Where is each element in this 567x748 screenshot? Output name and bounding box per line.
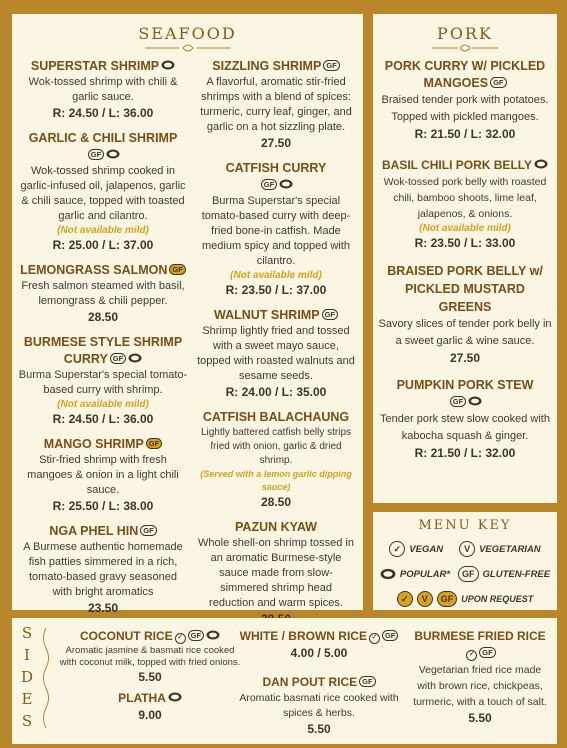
- sides-column-3: [410, 628, 550, 727]
- menu-item: [18, 262, 188, 326]
- chef-hat-icon: [106, 149, 120, 159]
- flourish-icon: [143, 43, 233, 53]
- vegan-icon: ✓: [466, 650, 477, 661]
- item-name: CATFISH BALACHAUNG: [202, 410, 350, 424]
- item-desc: Wok-tossed shrimp with chili & garlic sauce.: [28, 76, 178, 103]
- item-price: R: 24.50 / L: 36.00: [52, 412, 154, 426]
- key-row: [373, 591, 557, 607]
- chef-hat-icon: [534, 159, 548, 169]
- menu-item: [377, 157, 553, 252]
- item-price: R: 21.50 / L: 32.00: [414, 127, 516, 141]
- gf-icon: GF: [88, 149, 104, 160]
- item-price: 9.00: [138, 708, 162, 722]
- item-desc: Aromatic jasmine & basmati rice cooked with coconut milk, topped with fried onions.: [59, 645, 241, 668]
- sides-title: [18, 622, 36, 732]
- gf-icon: GF: [110, 353, 126, 364]
- item-price: 23.50: [87, 601, 119, 615]
- gf-icon: GF: [359, 676, 375, 687]
- gf-icon: GF: [140, 525, 156, 536]
- item-name: LEMONGRASS SALMON: [20, 263, 168, 277]
- sides-column-2: [234, 628, 404, 738]
- gf-icon: GF: [490, 77, 506, 88]
- item-price: R: 23.50 / L: 33.00: [414, 236, 516, 250]
- menu-item: [377, 262, 553, 367]
- item-desc: Wok-tossed shrimp cooked in garlic-infused oil, jalapenos, garlic & chili sauce, topped with toasted garlic and cilantro.: [20, 165, 186, 222]
- item-name: WHITE / BROWN RICE: [239, 629, 367, 643]
- item-name: PORK CURRY W/ PICKLED MANGOES: [384, 59, 546, 90]
- item-name: PAZUN KYAW: [235, 520, 317, 534]
- item-desc: Wok-tossed pork belly with roasted chili, bamboo shoots, lime leaf, jalapenos, & onions.: [383, 176, 547, 220]
- item-note: (Not available mild): [230, 270, 322, 281]
- chef-hat-icon: [380, 568, 396, 580]
- flourish-icon: [40, 626, 52, 738]
- item-desc: A flavorful, aromatic stir-fried shrimps with a blend of spices: turmeric, curry leaf, ginger, and garlic on a hot sizzling plate.: [200, 76, 352, 133]
- item-name: GARLIC & CHILI SHRIMP: [28, 131, 178, 145]
- item-name: DAN POUT RICE: [262, 675, 358, 689]
- menu-item: CATFISH BALACHAUNG Lightly battered catfish belly strips fried with onion, garlic & dried shrimp. (Served with a lemon garlic dipping sauce) 28.50: [196, 409, 356, 511]
- item-name: PLATHA: [118, 691, 166, 705]
- menu-item: [58, 628, 242, 686]
- vegan-icon: ✓: [369, 633, 380, 644]
- item-name: CATFISH CURRY: [225, 161, 327, 175]
- menu-item: [18, 58, 188, 122]
- item-desc: Tender pork stew slow cooked with kabocha squash & ginger.: [380, 413, 550, 442]
- chef-hat-icon: [168, 692, 182, 702]
- item-name: PUMPKIN PORK STEW: [396, 378, 534, 392]
- gluten-free-label: GLUTEN-FREE: [482, 568, 551, 580]
- menu-item: [196, 307, 356, 401]
- chef-hat-icon: [468, 396, 482, 406]
- item-name: BASIL CHILI PORK BELLY: [381, 158, 533, 172]
- sides-letter: S: [21, 712, 33, 730]
- vegetarian-icon: V: [459, 541, 475, 557]
- menu-item: [196, 58, 356, 152]
- item-price: R: 23.50 / L: 37.00: [225, 283, 327, 297]
- item-name: COCONUT RICE: [79, 629, 173, 643]
- gf-icon: GF: [322, 309, 338, 320]
- menu-key-title: MENU KEY: [418, 518, 512, 533]
- item-desc: Shrimp lightly fried and tossed with a sweet mayo sauce, topped with roasted walnuts and sesame seeds.: [197, 325, 355, 382]
- menu-item: [18, 523, 188, 617]
- gf-icon: GF: [169, 264, 185, 275]
- pork-panel: [373, 14, 557, 503]
- item-desc: Savory slices of tender pork belly in a sweet garlic & wine sauce.: [378, 318, 552, 347]
- item-desc: Whole shell-on shrimp tossed in an aromatic Burmese-style sauce made from slow-simmered shrimp head reduction and warm spices.: [198, 537, 354, 609]
- seafood-right-column: [196, 58, 356, 636]
- item-price: 27.50: [449, 351, 481, 365]
- menu-item: [18, 334, 188, 428]
- menu-item: [410, 628, 550, 727]
- item-desc: Vegetarian fried rice made with brown rice, chickpeas, turmeric, with a touch of salt.: [413, 664, 547, 708]
- chef-hat-icon: [128, 353, 142, 363]
- menu-item: [196, 160, 356, 299]
- item-desc: Braised tender pork with potatoes. Topped with pickled mangoes.: [381, 94, 549, 123]
- gf-icon: GF: [479, 647, 495, 658]
- seafood-left-column: [18, 58, 188, 625]
- upon-request-label: UPON REQUEST: [461, 594, 534, 604]
- seafood-panel: [12, 14, 363, 615]
- menu-item: [234, 628, 404, 662]
- item-desc: Burma Superstar's special tomato-based curry with shrimp.: [18, 369, 188, 396]
- menu-key-panel: [373, 512, 557, 610]
- flourish-icon: [430, 43, 500, 53]
- menu-item: [18, 130, 188, 254]
- menu-item: [196, 519, 356, 628]
- gf-icon: GF: [458, 566, 479, 582]
- menu-item: [18, 436, 188, 515]
- vegan-icon: ✓: [389, 541, 405, 557]
- key-row: [373, 541, 557, 557]
- gf-icon: GF: [188, 630, 204, 641]
- menu-item: [377, 377, 553, 462]
- item-name: BURMESE FRIED RICE: [414, 629, 546, 643]
- popular-label: POPULAR*: [399, 568, 451, 580]
- item-price: 4.00 / 5.00: [290, 646, 348, 660]
- sides-letter: I: [24, 646, 30, 664]
- item-price: 5.50: [138, 670, 162, 684]
- gf-icon: GF: [382, 630, 398, 641]
- item-name: NGA PHEL HIN: [49, 524, 139, 538]
- chef-hat-icon: [279, 179, 293, 189]
- vegan-label: VEGAN: [409, 543, 444, 555]
- item-desc: Stir-fried shrimp with fresh mangoes & onion in a light chili sauce.: [27, 454, 179, 496]
- item-price: R: 21.50 / L: 32.00: [414, 446, 516, 460]
- gf-icon: GF: [437, 591, 458, 607]
- item-price: 28.50: [260, 495, 292, 509]
- item-name: BRAISED PORK BELLY w/ PICKLED MUSTARD GREENS: [387, 264, 543, 314]
- item-price: R: 24.50 / L: 36.00: [52, 106, 154, 120]
- gf-icon: GF: [146, 438, 162, 449]
- item-name: SUPERSTAR SHRIMP: [30, 59, 160, 73]
- menu-item: [234, 674, 404, 738]
- item-name: WALNUT SHRIMP: [214, 308, 320, 322]
- item-price: 5.50: [468, 711, 492, 725]
- item-price: R: 24.00 / L: 35.00: [225, 385, 327, 399]
- seafood-title: SEAFOOD: [138, 24, 237, 43]
- item-price: 5.50: [307, 722, 331, 736]
- item-name: BURMESE STYLE SHRIMP CURRY: [23, 335, 183, 366]
- key-row: [373, 566, 557, 582]
- sides-column-1: [58, 628, 242, 724]
- sides-letter: D: [20, 668, 34, 686]
- item-note: Served with a lemon garlic dipping sauce: [203, 469, 352, 492]
- vegetarian-icon: V: [417, 591, 433, 607]
- gf-icon: GF: [323, 60, 339, 71]
- pork-column: [377, 58, 553, 470]
- item-note: (Not available mild): [57, 399, 149, 410]
- chef-hat-icon: [206, 630, 220, 640]
- vegan-icon: ✓: [397, 591, 413, 607]
- menu-item: [58, 690, 242, 724]
- item-desc: A Burmese authentic homemade fish patties simmered in a rich, tomato-based gravy seasoned with bright aromatics: [23, 541, 183, 598]
- item-price: R: 25.00 / L: 37.00: [52, 238, 154, 252]
- item-price: R: 25.50 / L: 38.00: [52, 499, 154, 513]
- item-note: (Not available mild): [57, 225, 149, 236]
- item-desc: Burma Superstar's special tomato-based curry with deep-fried bone-in catfish. Made medium spicy and topped with cilantro.: [201, 195, 351, 267]
- chef-hat-icon: [161, 60, 175, 70]
- vegetarian-label: VEGETARIAN: [479, 543, 541, 555]
- item-price: 28.50: [87, 310, 119, 324]
- gf-icon: GF: [261, 179, 277, 190]
- item-desc: Aromatic basmati rice cooked with spices & herbs.: [239, 692, 399, 719]
- sides-letter: E: [21, 690, 33, 708]
- gf-icon: GF: [450, 396, 466, 407]
- item-price: 27.50: [260, 136, 292, 150]
- item-name: MANGO SHRIMP: [43, 437, 144, 451]
- menu-item: [377, 58, 553, 143]
- item-note: (Not available mild): [419, 223, 511, 234]
- vegan-icon: ✓: [175, 633, 186, 644]
- item-name: SIZZLING SHRIMP: [212, 59, 322, 73]
- sides-panel: [12, 618, 557, 744]
- item-desc: Fresh salmon steamed with basil, lemongrass & chili pepper.: [21, 280, 185, 307]
- pork-title: PORK: [437, 24, 493, 43]
- item-desc: Lightly battered catfish belly strips fried with onion, garlic & dried shrimp.: [200, 427, 352, 466]
- sides-letter: S: [21, 624, 33, 642]
